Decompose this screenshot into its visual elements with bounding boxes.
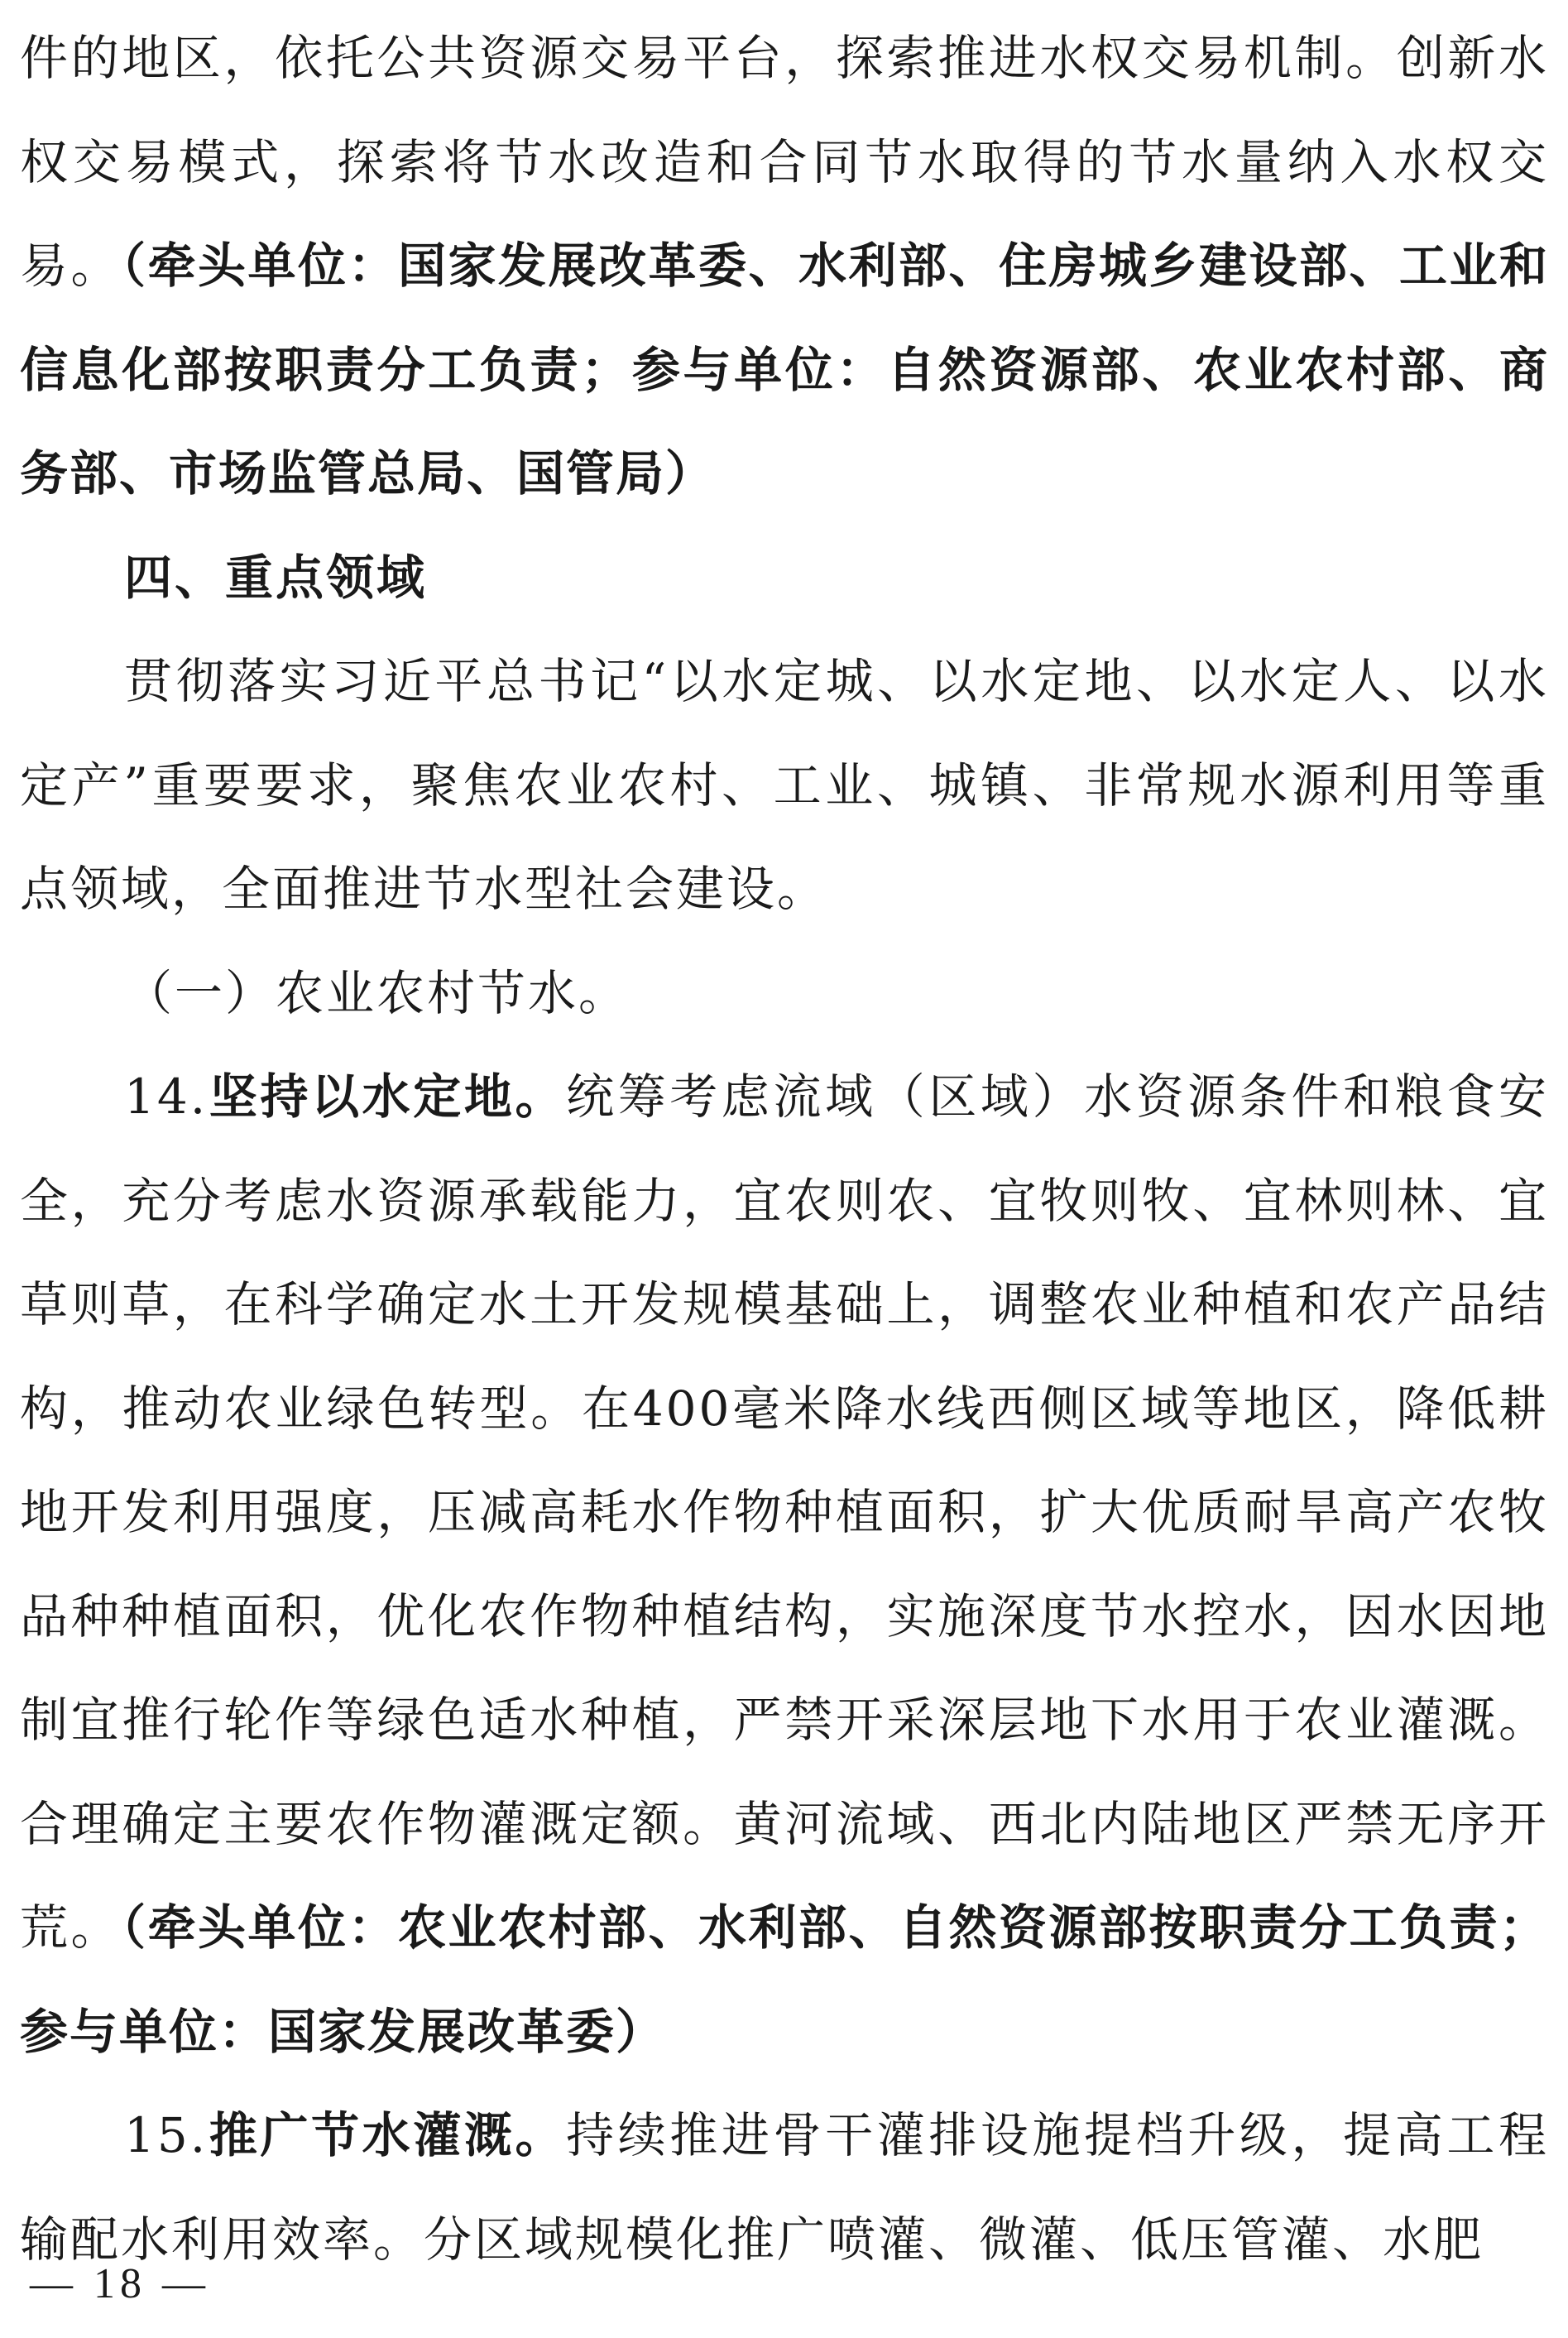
item-14-title: 坚持以水定地。 [208,1068,567,1125]
continuation-text: 件的地区，依托公共资源交易平台，探索推进水权交易机制。创新水权交易模式，探索将节水改造和合同节水取得的节水量纳入水权交易。 [20,30,1549,294]
document-page [20,0,1549,2292]
continuation-responsibility: （牵头单位：国家发展改革委、水利部、住房城乡建设部、工业和信息化部按职责分工负责；参与单位：自然资源部、农业农村部、商务部、市场监管总局、国管局） [20,238,1549,502]
item-14-paragraph [20,1045,1549,2084]
item-15-body: 持续推进骨干灌排设施提档升级，提高工程输配水利用效率。分区域规模化推广喷灌、微灌、低压管灌、水肥 [20,2107,1549,2268]
item-14-number: 14. [124,1068,209,1125]
item-15-number: 15. [124,2107,209,2163]
item-14-body: 统筹考虑流域（区域）水资源条件和粮食安全，充分考虑水资源承载能力，宜农则农、宜牧则牧、宜林则林、宜草则草，在科学确定水土开发规模基础上，调整农业种植和农产品结构，推动农业绿色转型。在400毫米降水线西侧区域等地区，降低耕地开发利用强度，压减高耗水作物种植面积，扩大优质耐旱高产农牧品种种植面积，优化农作物种植结构，实施深度节水控水，因水因地制宜推行轮作等绿色适水种植，严禁开采深层地下水用于农业灌溉。合理确定主要农作物灌溉定额。黄河流域、西北内陆地区严禁无序开荒。 [20,1068,1549,1956]
section-heading: 四、重点领域 [124,549,428,606]
section-intro: 贯彻落实习近平总书记“以水定城、以水定地、以水定人、以水定产”重要要求，聚焦农业农村、工业、城镇、非常规水源利用等重点领域，全面推进节水型社会建设。 [20,653,1549,917]
item-14-responsibility: （牵头单位：农业农村部、水利部、自然资源部按职责分工负责；参与单位：国家发展改革委） [20,1899,1549,2060]
continuation-paragraph [20,0,1549,526]
subsection-heading: （一）农业农村节水。 [124,964,630,1021]
item-15-title: 推广节水灌溉。 [208,2107,567,2163]
item-15-paragraph [20,2084,1549,2292]
page-number: — 18 — [30,2260,210,2307]
